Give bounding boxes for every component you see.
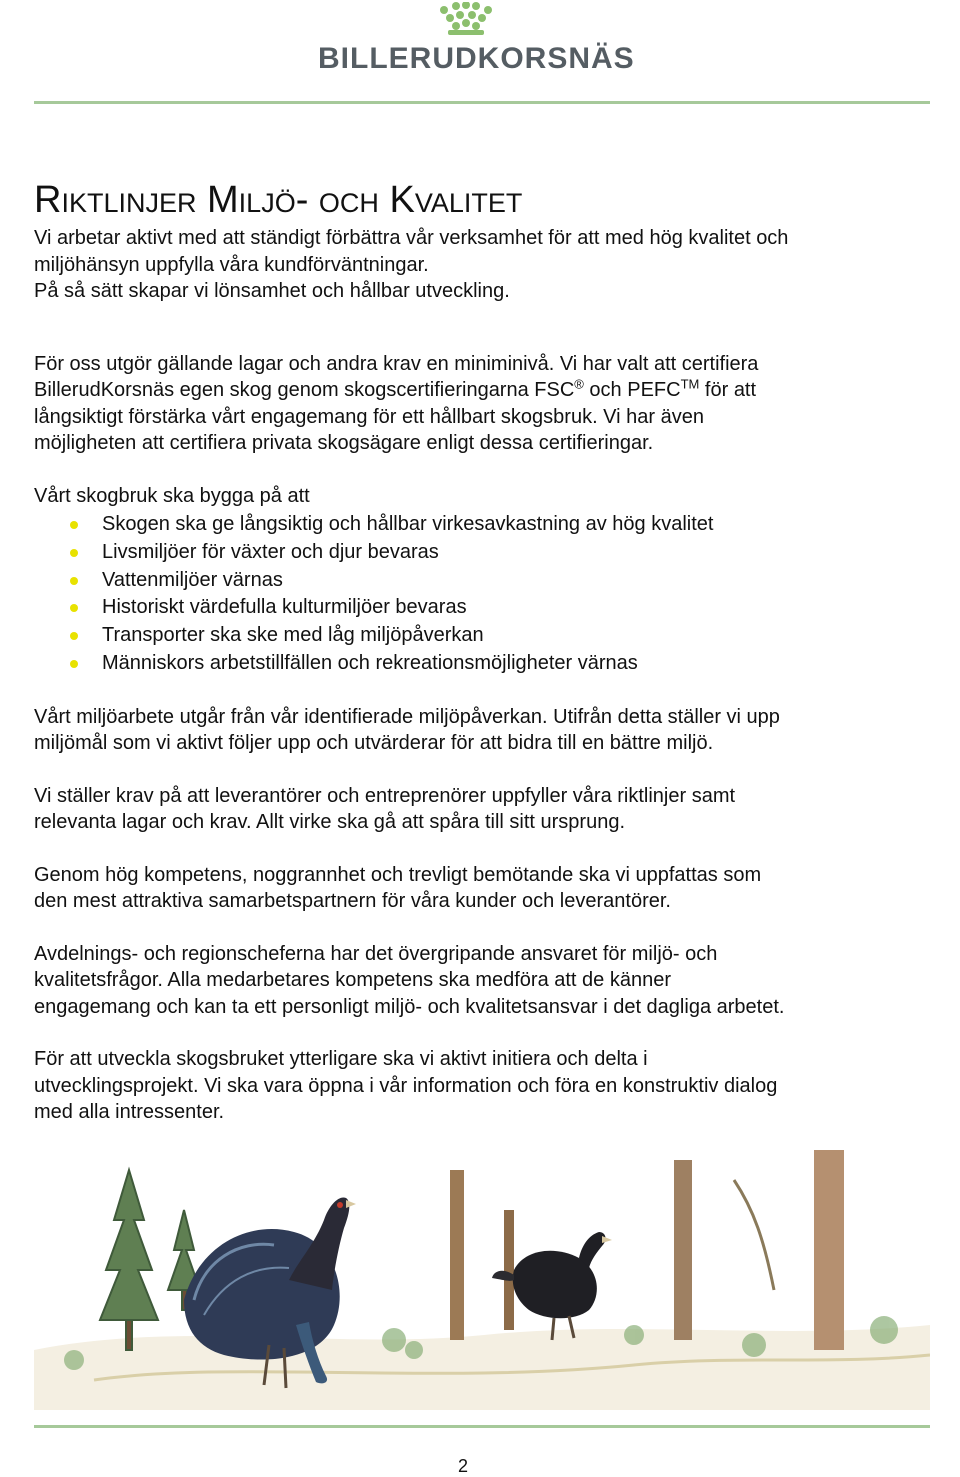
list-item bbox=[34, 622, 934, 650]
development-paragraph bbox=[34, 1046, 934, 1126]
list-item bbox=[34, 539, 934, 567]
page-title: Riktlinjer Miljö- och Kvalitet bbox=[34, 179, 523, 222]
header-divider bbox=[34, 101, 930, 104]
list-item-text: Skogen ska ge långsiktig och hållbar virkesavkastning av hög kvalitet bbox=[102, 513, 714, 535]
certification-paragraph bbox=[34, 351, 934, 457]
bullet-icon bbox=[70, 577, 78, 585]
paragraph-line: Vårt miljöarbete utgår från vår identifierade miljöpåverkan. Utifrån detta ställer vi upp bbox=[34, 705, 780, 728]
paragraph-line: med alla intressenter. bbox=[34, 1101, 225, 1124]
list-item-text: Transporter ska ske med låg miljöpåverkan bbox=[102, 624, 484, 647]
crown-icon bbox=[436, 2, 496, 38]
company-logo bbox=[318, 0, 635, 80]
paragraph-line: relevanta lagar och krav. Allt virke ska gå att spåra till sitt ursprung. bbox=[34, 811, 626, 834]
suppliers-paragraph bbox=[34, 783, 934, 836]
paragraph-line: engagemang och kan ta ett personligt miljö- och kvalitetsansvar i det dagliga arbetet. bbox=[34, 995, 785, 1018]
cert-line: för att bbox=[699, 379, 757, 401]
capercaillie-forest-illustration bbox=[34, 1150, 930, 1410]
paragraph-line: Avdelnings- och regionscheferna har det övergripande ansvaret för miljö- och bbox=[34, 942, 718, 965]
list-item bbox=[34, 594, 934, 622]
paragraph-line: utvecklingsprojekt. Vi ska vara öppna i vår information och föra en konstruktiv dialog bbox=[34, 1074, 778, 1097]
bullet-icon bbox=[70, 521, 78, 529]
registered-mark: ® bbox=[574, 376, 584, 392]
bullet-icon bbox=[70, 604, 78, 612]
cert-line: långsiktigt förstärka vårt engagemang för ett hållbart skogsbruk. Vi har även bbox=[34, 405, 704, 428]
list-item-text: Människors arbetstillfällen och rekreationsmöjligheter värnas bbox=[102, 651, 638, 674]
intro-paragraph bbox=[34, 225, 934, 305]
cert-line: För oss utgör gällande lagar och andra krav en miniminivå. Vi har valt att certifiera bbox=[34, 352, 759, 375]
list-item bbox=[34, 567, 934, 595]
paragraph-line: miljömål som vi aktivt följer upp och utvärderar för att bidra till en bättre miljö. bbox=[34, 732, 714, 755]
bullet-icon bbox=[70, 632, 78, 640]
cert-line: möjligheten att certifiera privata skogsägare enligt dessa certifieringar. bbox=[34, 432, 654, 454]
intro-line: På så sätt skapar vi lönsamhet och hållbar utveckling. bbox=[34, 280, 510, 302]
list-item bbox=[34, 511, 934, 539]
paragraph-line: den mest attraktiva samarbetspartnern för våra kunder och leverantörer. bbox=[34, 890, 671, 913]
list-item-text: Vattenmiljöer värnas bbox=[102, 568, 283, 591]
environment-paragraph bbox=[34, 704, 934, 757]
paragraph-line: Genom hög kompetens, noggrannhet och trevligt bemötande ska vi uppfattas som bbox=[34, 863, 762, 886]
forestry-intro: Vårt skogbruk ska bygga på att bbox=[34, 484, 310, 507]
paragraph-line: Vi ställer krav på att leverantörer och entreprenörer uppfyller våra riktlinjer samt bbox=[34, 784, 736, 807]
bullet-icon bbox=[70, 660, 78, 668]
paragraph-line: kvalitetsfrågor. Alla medarbetares kompetens ska medföra att de känner bbox=[34, 969, 672, 992]
intro-line: miljöhänsyn uppfylla våra kundförväntningar. bbox=[34, 253, 429, 276]
responsibility-paragraph bbox=[34, 941, 934, 1021]
cert-line: och PEFC bbox=[583, 379, 681, 401]
cert-line: BillerudKorsnäs egen skog genom skogscertifieringarna FSC bbox=[34, 379, 575, 401]
bullet-icon bbox=[70, 549, 78, 557]
brand-name: BILLERUDKORSNÄS bbox=[318, 42, 635, 75]
list-item-text: Historiskt värdefulla kulturmiljöer bevaras bbox=[102, 596, 467, 619]
footer-divider bbox=[34, 1425, 930, 1428]
list-item bbox=[34, 650, 934, 678]
document-body bbox=[34, 225, 934, 1126]
page-number: 2 bbox=[458, 1456, 469, 1476]
competence-paragraph bbox=[34, 862, 934, 915]
intro-line: Vi arbetar aktivt med att ständigt förbättra vår verksamhet för att med hög kvalitet och bbox=[34, 227, 789, 249]
list-item-text: Livsmiljöer för växter och djur bevaras bbox=[102, 540, 439, 563]
paragraph-line: För att utveckla skogsbruket ytterligare ska vi aktivt initiera och delta i bbox=[34, 1048, 648, 1071]
forestry-principles-list bbox=[34, 511, 934, 678]
trademark-mark: TM bbox=[680, 376, 700, 392]
